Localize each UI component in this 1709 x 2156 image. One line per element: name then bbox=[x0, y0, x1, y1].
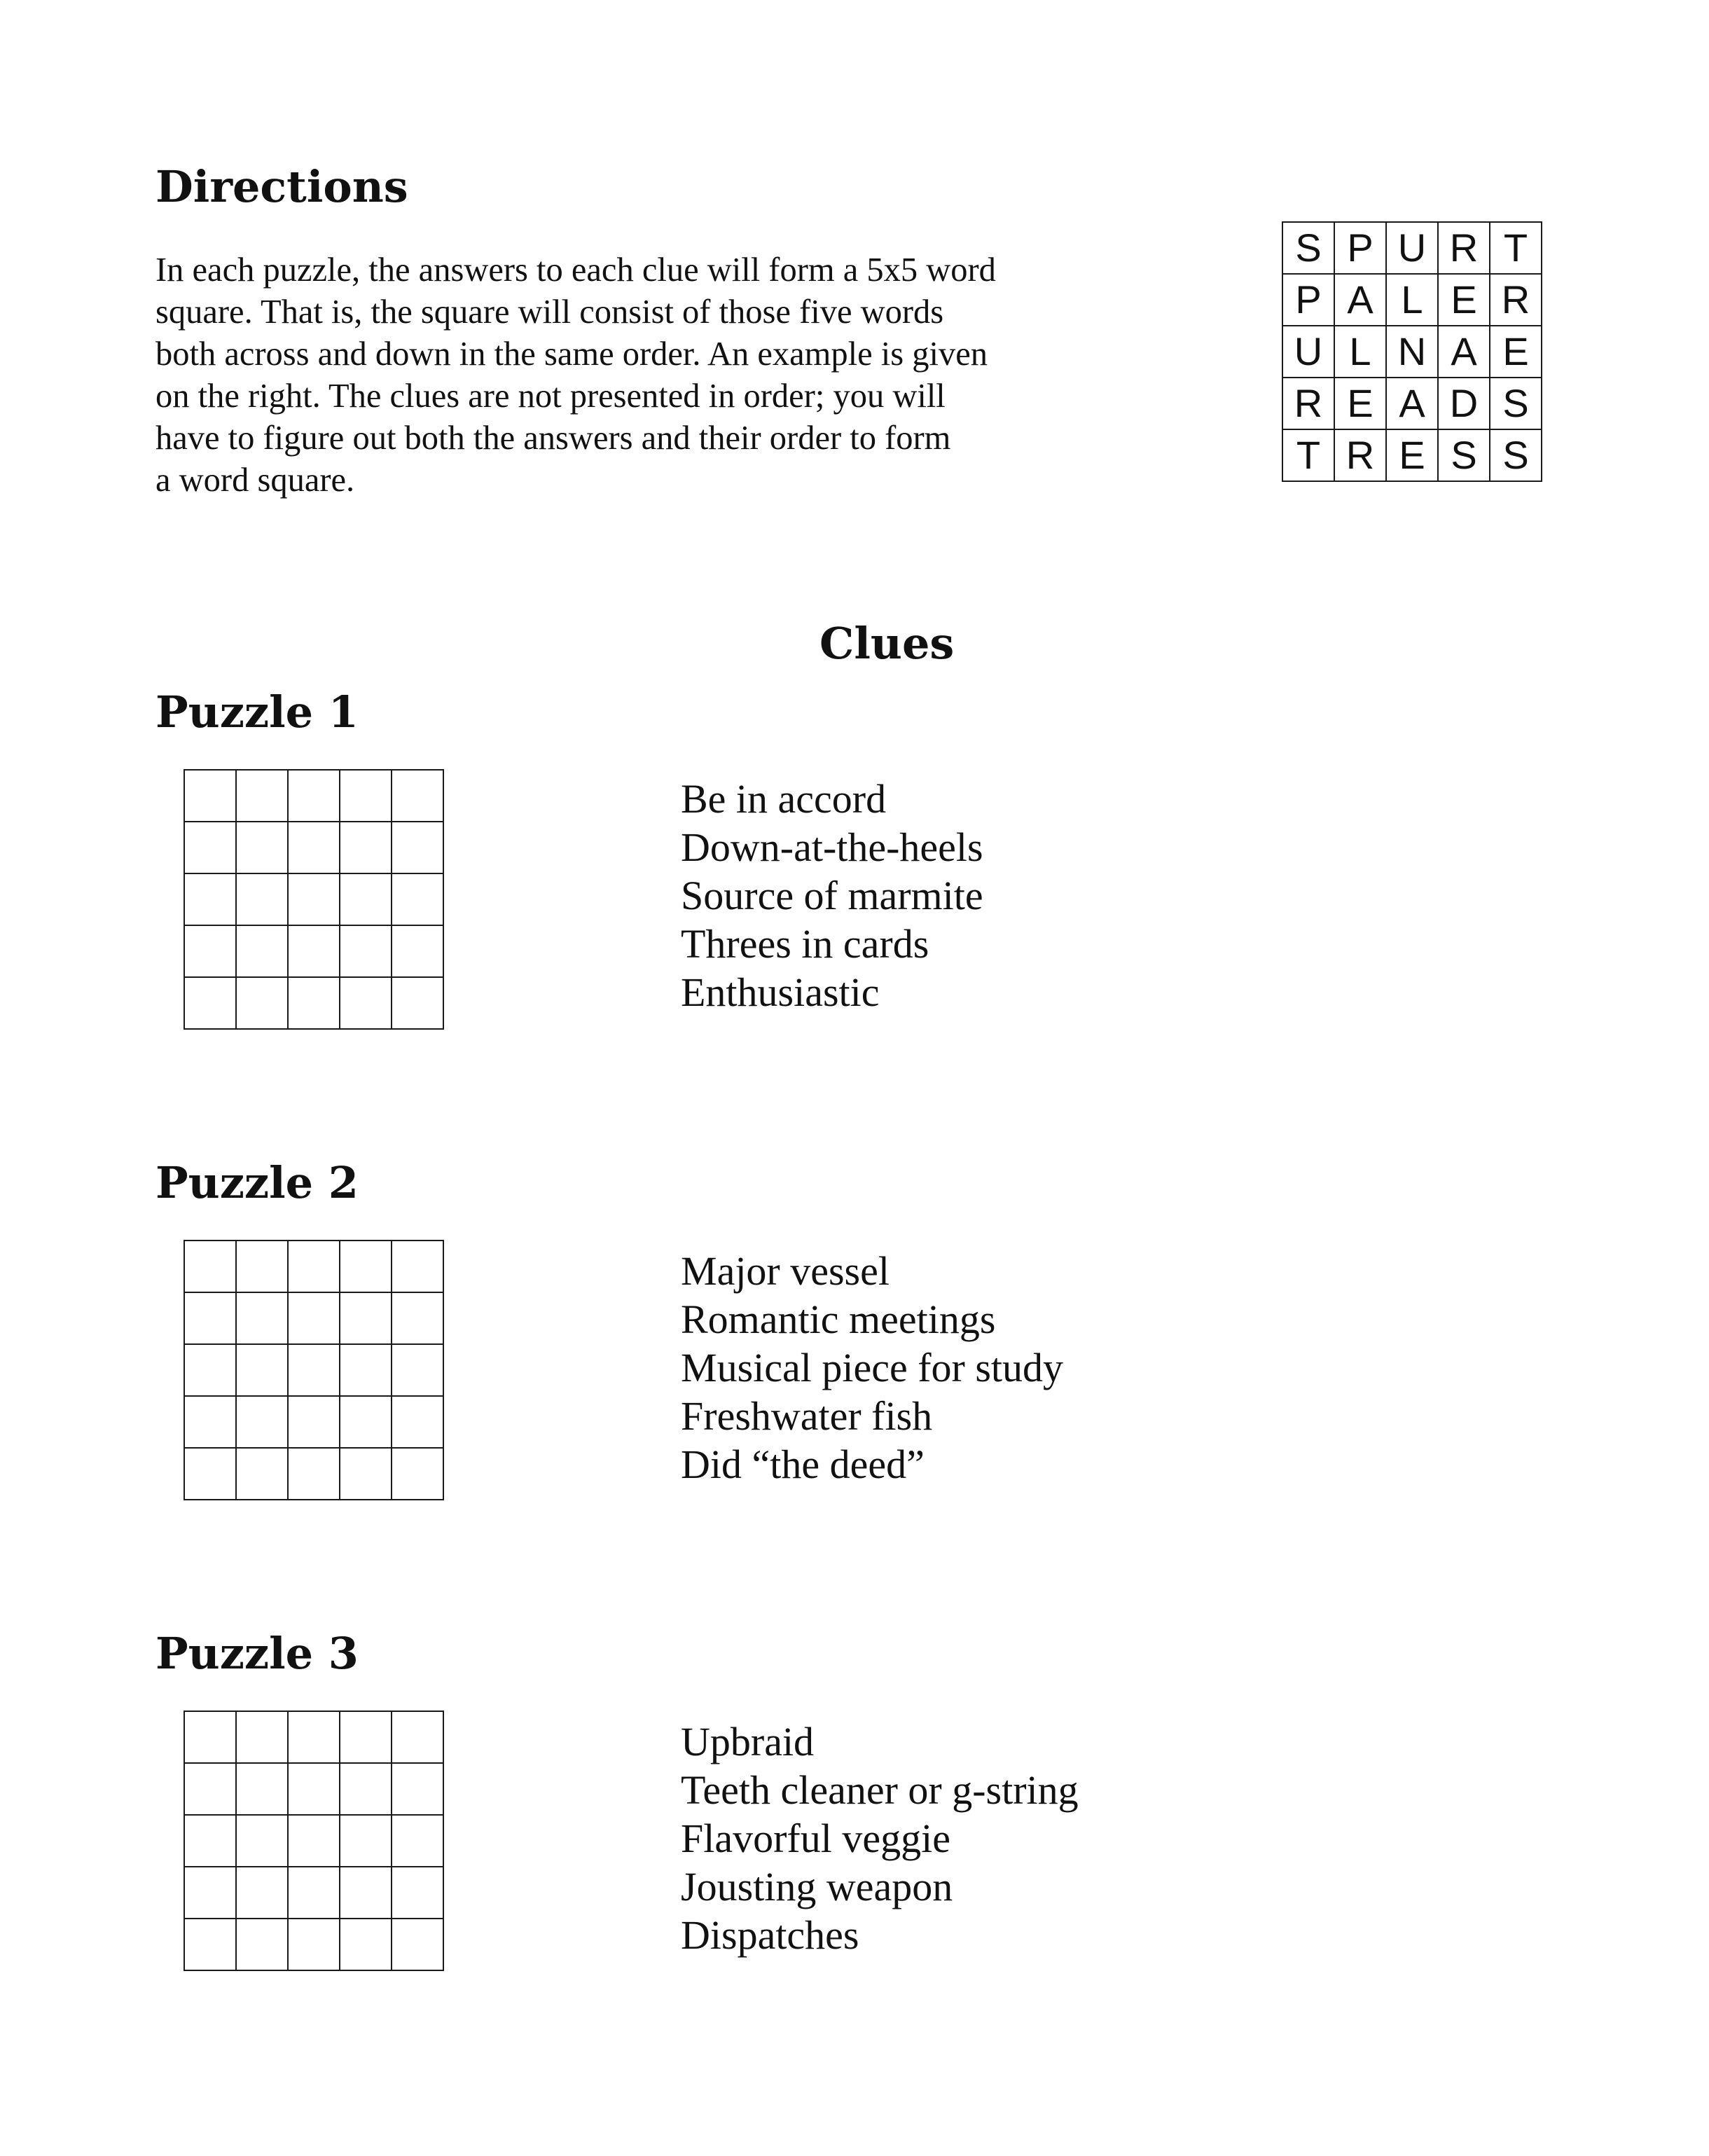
directions-heading: Directions bbox=[155, 161, 408, 212]
example-cell: A bbox=[1387, 378, 1439, 430]
example-cell: E bbox=[1490, 326, 1542, 378]
answer-cell[interactable] bbox=[237, 1345, 289, 1397]
directions-line: a word square. bbox=[155, 462, 355, 499]
answer-cell[interactable] bbox=[185, 1397, 237, 1449]
answer-cell[interactable] bbox=[185, 1449, 237, 1500]
puzzle-3-clues bbox=[681, 1718, 1079, 1959]
example-cell: L bbox=[1387, 275, 1439, 326]
example-cell: P bbox=[1335, 223, 1387, 275]
answer-cell[interactable] bbox=[289, 978, 340, 1030]
example-cell: R bbox=[1439, 223, 1490, 275]
puzzle-3-grid[interactable] bbox=[184, 1711, 444, 1971]
clue: Source of marmite bbox=[681, 873, 983, 918]
answer-cell[interactable] bbox=[340, 1867, 392, 1919]
directions-line: have to figure out both the answers and their order to form bbox=[155, 420, 951, 457]
example-word-square bbox=[1282, 221, 1542, 482]
example-cell: S bbox=[1490, 430, 1542, 482]
answer-cell[interactable] bbox=[289, 822, 340, 874]
answer-cell[interactable] bbox=[289, 1919, 340, 1971]
answer-cell[interactable] bbox=[289, 1712, 340, 1764]
example-cell: S bbox=[1490, 378, 1542, 430]
answer-cell[interactable] bbox=[237, 1816, 289, 1867]
answer-cell[interactable] bbox=[237, 1241, 289, 1293]
puzzle-1-heading: Puzzle 1 bbox=[155, 686, 359, 738]
answer-cell[interactable] bbox=[185, 874, 237, 926]
clue: Teeth cleaner or g-string bbox=[681, 1767, 1079, 1813]
answer-cell[interactable] bbox=[392, 1919, 444, 1971]
clue: Major vessel bbox=[681, 1248, 890, 1294]
answer-cell[interactable] bbox=[185, 1241, 237, 1293]
answer-cell[interactable] bbox=[289, 1449, 340, 1500]
answer-cell[interactable] bbox=[392, 874, 444, 926]
answer-cell[interactable] bbox=[392, 1449, 444, 1500]
clue: Romantic meetings bbox=[681, 1297, 996, 1342]
example-cell: E bbox=[1335, 378, 1387, 430]
clue: Flavorful veggie bbox=[681, 1816, 950, 1861]
answer-cell[interactable] bbox=[392, 1345, 444, 1397]
answer-cell[interactable] bbox=[185, 1816, 237, 1867]
answer-cell[interactable] bbox=[340, 1345, 392, 1397]
answer-cell[interactable] bbox=[340, 1712, 392, 1764]
directions-text bbox=[155, 249, 1178, 502]
answer-cell[interactable] bbox=[340, 1449, 392, 1500]
answer-cell[interactable] bbox=[185, 926, 237, 978]
directions-line: both across and down in the same order. An example is given bbox=[155, 336, 988, 373]
answer-cell[interactable] bbox=[340, 771, 392, 822]
answer-cell[interactable] bbox=[185, 771, 237, 822]
answer-cell[interactable] bbox=[185, 822, 237, 874]
clue: Did “the deed” bbox=[681, 1442, 925, 1487]
answer-cell[interactable] bbox=[289, 771, 340, 822]
answer-cell[interactable] bbox=[392, 1867, 444, 1919]
directions-line: square. That is, the square will consist of those five words bbox=[155, 293, 944, 331]
example-cell: A bbox=[1439, 326, 1490, 378]
example-cell: R bbox=[1335, 430, 1387, 482]
example-cell: D bbox=[1439, 378, 1490, 430]
answer-cell[interactable] bbox=[340, 978, 392, 1030]
clue: Freshwater fish bbox=[681, 1393, 933, 1439]
answer-cell[interactable] bbox=[340, 1241, 392, 1293]
answer-cell[interactable] bbox=[340, 926, 392, 978]
puzzle-1-clues bbox=[681, 775, 983, 1016]
puzzle-2-clues bbox=[681, 1247, 1063, 1488]
answer-cell[interactable] bbox=[289, 1867, 340, 1919]
puzzle-3-heading: Puzzle 3 bbox=[155, 1628, 359, 1679]
answer-cell[interactable] bbox=[237, 1293, 289, 1345]
answer-cell[interactable] bbox=[237, 926, 289, 978]
answer-cell[interactable] bbox=[340, 1397, 392, 1449]
clue: Enthusiastic bbox=[681, 969, 880, 1015]
answer-cell[interactable] bbox=[340, 1293, 392, 1345]
answer-cell[interactable] bbox=[237, 822, 289, 874]
example-cell: R bbox=[1490, 275, 1542, 326]
answer-cell[interactable] bbox=[185, 1919, 237, 1971]
example-cell: E bbox=[1439, 275, 1490, 326]
answer-cell[interactable] bbox=[289, 874, 340, 926]
clue: Down-at-the-heels bbox=[681, 824, 983, 870]
answer-cell[interactable] bbox=[340, 1764, 392, 1816]
answer-cell[interactable] bbox=[185, 1345, 237, 1397]
answer-cell[interactable] bbox=[289, 1764, 340, 1816]
answer-cell[interactable] bbox=[237, 1449, 289, 1500]
clue: Jousting weapon bbox=[681, 1864, 953, 1909]
clue: Dispatches bbox=[681, 1912, 859, 1958]
answer-cell[interactable] bbox=[185, 1712, 237, 1764]
answer-cell[interactable] bbox=[237, 874, 289, 926]
answer-cell[interactable] bbox=[392, 1712, 444, 1764]
example-cell: R bbox=[1283, 378, 1335, 430]
example-cell: S bbox=[1439, 430, 1490, 482]
example-cell: L bbox=[1335, 326, 1387, 378]
answer-cell[interactable] bbox=[289, 1345, 340, 1397]
clues-heading: Clues bbox=[819, 618, 955, 669]
answer-cell[interactable] bbox=[392, 1241, 444, 1293]
example-cell: S bbox=[1283, 223, 1335, 275]
answer-cell[interactable] bbox=[237, 1919, 289, 1971]
example-cell: U bbox=[1387, 223, 1439, 275]
example-cell: E bbox=[1387, 430, 1439, 482]
answer-cell[interactable] bbox=[392, 1816, 444, 1867]
example-cell: P bbox=[1283, 275, 1335, 326]
answer-cell[interactable] bbox=[237, 1397, 289, 1449]
answer-cell[interactable] bbox=[289, 1241, 340, 1293]
clue: Threes in cards bbox=[681, 921, 929, 967]
clue: Musical piece for study bbox=[681, 1345, 1064, 1390]
answer-cell[interactable] bbox=[392, 1764, 444, 1816]
directions-line: on the right. The clues are not presented in order; you will bbox=[155, 378, 946, 415]
answer-cell[interactable] bbox=[237, 1712, 289, 1764]
answer-cell[interactable] bbox=[185, 1764, 237, 1816]
answer-cell[interactable] bbox=[392, 926, 444, 978]
answer-cell[interactable] bbox=[392, 978, 444, 1030]
answer-cell[interactable] bbox=[392, 771, 444, 822]
clue: Be in accord bbox=[681, 776, 887, 822]
puzzle-2-grid[interactable] bbox=[184, 1240, 444, 1500]
answer-cell[interactable] bbox=[392, 1397, 444, 1449]
answer-cell[interactable] bbox=[340, 822, 392, 874]
answer-cell[interactable] bbox=[237, 978, 289, 1030]
example-cell: T bbox=[1490, 223, 1542, 275]
puzzle-2-heading: Puzzle 2 bbox=[155, 1157, 359, 1208]
example-cell: A bbox=[1335, 275, 1387, 326]
puzzle-1-grid[interactable] bbox=[184, 769, 444, 1030]
answer-cell[interactable] bbox=[289, 1397, 340, 1449]
example-cell: N bbox=[1387, 326, 1439, 378]
answer-cell[interactable] bbox=[185, 1867, 237, 1919]
answer-cell[interactable] bbox=[237, 771, 289, 822]
answer-cell[interactable] bbox=[392, 822, 444, 874]
answer-cell[interactable] bbox=[289, 1293, 340, 1345]
answer-cell[interactable] bbox=[392, 1293, 444, 1345]
answer-cell[interactable] bbox=[237, 1867, 289, 1919]
answer-cell[interactable] bbox=[340, 874, 392, 926]
answer-cell[interactable] bbox=[185, 1293, 237, 1345]
answer-cell[interactable] bbox=[340, 1816, 392, 1867]
example-cell: U bbox=[1283, 326, 1335, 378]
answer-cell[interactable] bbox=[237, 1764, 289, 1816]
example-cell: T bbox=[1283, 430, 1335, 482]
directions-line: In each puzzle, the answers to each clue will form a 5x5 word bbox=[155, 251, 996, 289]
answer-cell[interactable] bbox=[340, 1919, 392, 1971]
answer-cell[interactable] bbox=[289, 1816, 340, 1867]
clue: Upbraid bbox=[681, 1719, 815, 1764]
answer-cell[interactable] bbox=[289, 926, 340, 978]
answer-cell[interactable] bbox=[185, 978, 237, 1030]
